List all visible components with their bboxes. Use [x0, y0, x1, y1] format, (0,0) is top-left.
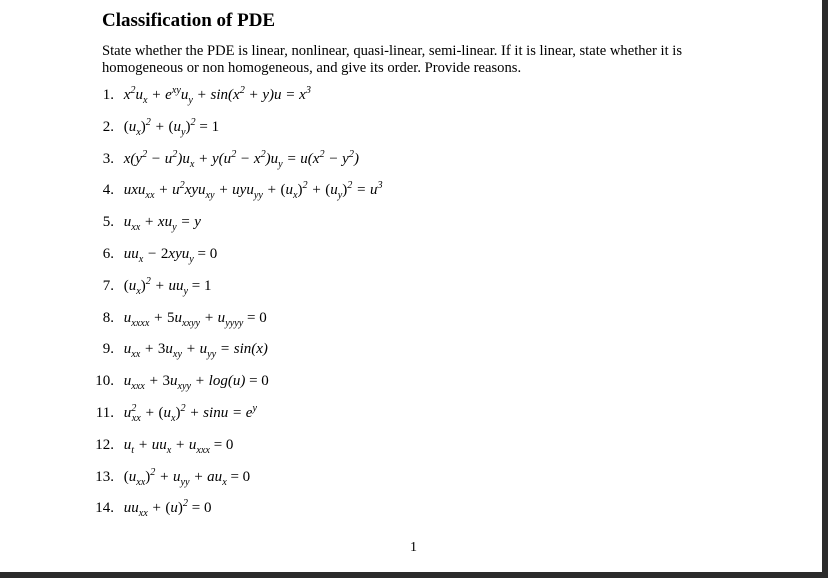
viewer-edge-right — [822, 0, 828, 578]
equation-3: $x(y^2 - u^2)u_x + y(u^2 - x^2)u_y = u(x^2 - y^2)$ — [123, 148, 359, 170]
equation-number: 1. — [102, 87, 114, 103]
equation-12: $u_t + uu_x + u_{xxx} = 0$ — [123, 436, 234, 456]
equation-item — [90, 275, 383, 310]
equation-number: 2. — [102, 118, 114, 135]
equation-number: 3. — [102, 150, 114, 167]
equation-number: 7. — [102, 277, 114, 294]
equation-item — [90, 373, 383, 405]
equation-6: $uu_x - 2xyu_y = 0$ — [123, 245, 218, 265]
equation-2: $(u_x)^2 + (u_y)^2 = 1$ — [123, 116, 220, 138]
equation-item — [90, 466, 383, 501]
equation-item — [90, 341, 383, 373]
equation-10: $u_{xxx} + 3u_{xyy} + \log(u) = 0$ — [123, 373, 269, 393]
equation-item — [90, 87, 383, 119]
equation-number: 13. — [95, 468, 114, 485]
viewer-edge-bottom — [0, 572, 828, 578]
equation-number: 11. — [95, 404, 114, 421]
equation-9: $u_{xx} + 3u_{xy} + u_{yy} = \sin(x)$ — [123, 341, 268, 361]
equation-item — [90, 437, 383, 469]
equation-item — [90, 246, 383, 278]
equation-8: $u_{xxxx} + 5u_{xxyy} + u_{yyyy} = 0$ — [123, 309, 267, 329]
equation-number: 12. — [95, 436, 114, 453]
equation-number: 5. — [102, 214, 114, 231]
equation-list — [90, 87, 383, 532]
equation-4: $uxu_{xx} + u^2xyu_{xy} + uyu_{yy} + (u_x)^2 + (u_y)^2 = u^3$ — [123, 180, 383, 202]
equation-number: 9. — [102, 341, 114, 358]
equation-item — [90, 182, 383, 214]
equation-item — [90, 214, 383, 246]
equation-1: $x^2u_x + e^{xy}u_y + \sin(x^2 + y)u = x^3$ — [123, 85, 311, 106]
equation-number: 10. — [95, 373, 114, 390]
equation-5: $u_{xx} + xu_y = y$ — [123, 214, 201, 234]
equation-item — [90, 310, 383, 342]
page-title: Classification of PDE — [102, 10, 276, 31]
instructions-paragraph: State whether the PDE is linear, nonlinear, quasi-linear, semi-linear. If it is linear, state whether it is homogeneous or non homogeneous, and give its order. Provide reasons. — [102, 43, 683, 76]
equation-number: 6. — [102, 245, 114, 262]
equation-item — [90, 148, 383, 183]
equation-14: $uu_{xx} + (u)^2 = 0$ — [123, 498, 212, 520]
equation-item — [90, 402, 383, 437]
page-number: 1 — [410, 540, 417, 555]
equation-13: $(u_{xx})^2 + u_{yy} + au_x = 0$ — [123, 466, 251, 488]
equation-number: 14. — [95, 500, 114, 517]
equation-number: 8. — [102, 309, 114, 326]
document-page — [95, 9, 742, 520]
equation-11: $u^2_{xx} + (u_x)^2 + \sin u = e^y$ — [123, 402, 258, 424]
equation-item — [90, 116, 383, 151]
equation-number: 4. — [102, 182, 114, 199]
equation-item — [90, 500, 383, 532]
equation-7: $(u_x)^2 + uu_y = 1$ — [123, 275, 212, 297]
